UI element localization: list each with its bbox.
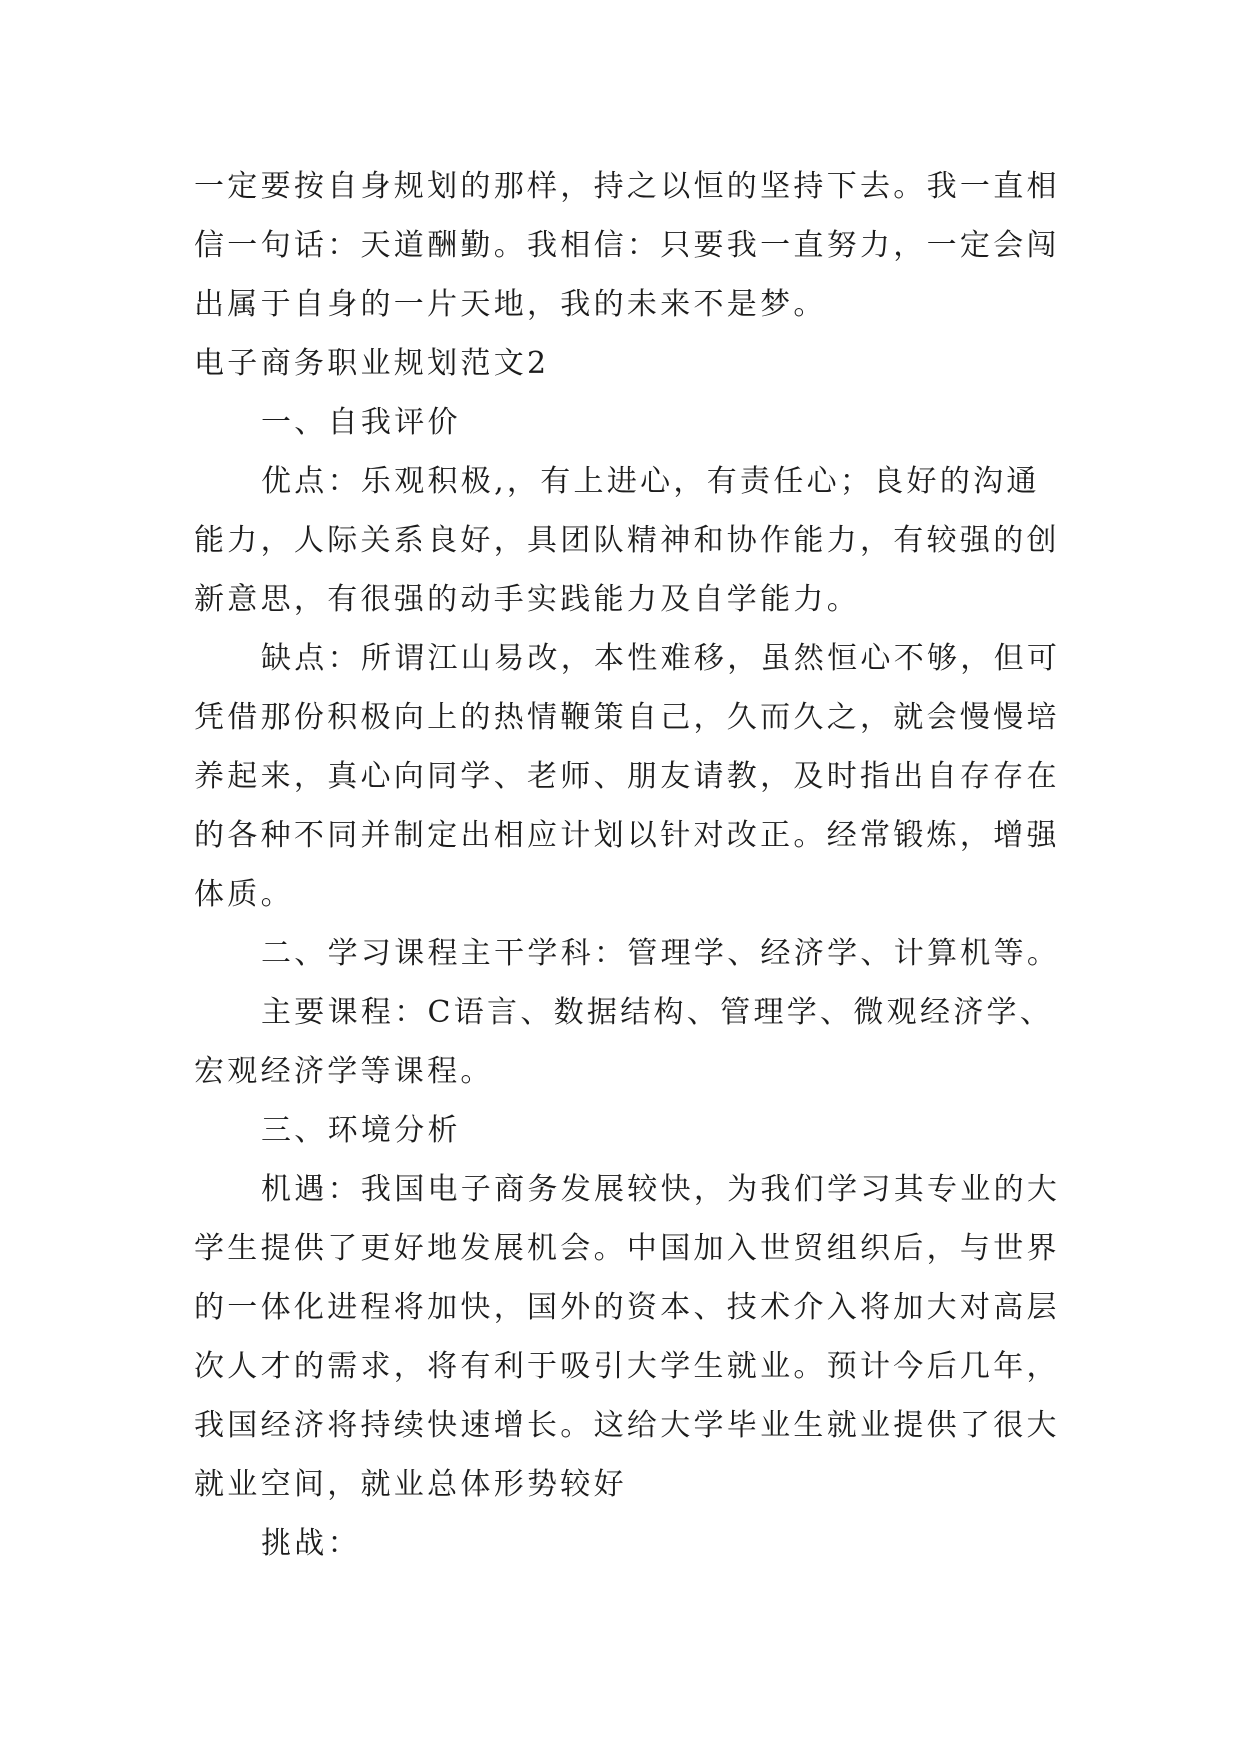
text-line: 体质。: [194, 877, 294, 912]
text-line: 出属于自身的一片天地，我的未来不是梦。: [194, 287, 827, 322]
text-line: 能力，人际关系良好，具团队精神和协作能力，有较强的创: [194, 523, 1060, 558]
text-line: 的各种不同并制定出相应计划以针对改正。经常锻炼，增强: [194, 818, 1060, 853]
text-line: 就业空间，就业总体形势较好: [194, 1467, 627, 1502]
text-line: 信一句话：天道酬勤。我相信：只要我一直努力，一定会闯: [194, 228, 1060, 263]
heading-environment-analysis: 三、环境分析: [261, 1113, 461, 1148]
section-title: 电子商务职业规划范文2: [194, 346, 550, 381]
text-line: 一定要按自身规划的那样，持之以恒的坚持下去。我一直相: [194, 169, 1060, 204]
text-line: 新意思，有很强的动手实践能力及自学能力。: [194, 582, 860, 617]
text-line: 我国经济将持续快速增长。这给大学毕业生就业提供了很大: [194, 1408, 1060, 1443]
text-line: 凭借那份积极向上的热情鞭策自己，久而久之，就会慢慢培: [194, 700, 1060, 735]
document-body: [194, 157, 1094, 1573]
heading-courses: 二、学习课程主干学科：管理学、经济学、计算机等。: [261, 936, 1061, 971]
text-line: 养起来，真心向同学、老师、朋友请教，及时指出自存存在: [194, 759, 1060, 794]
text-line: 宏观经济学等课程。: [194, 1054, 494, 1089]
text-line: 机遇：我国电子商务发展较快，为我们学习其专业的大: [261, 1172, 1061, 1207]
text-line: 的一体化进程将加快，国外的资本、技术介入将加大对高层: [194, 1290, 1060, 1325]
text-line: 缺点：所谓江山易改，本性难移，虽然恒心不够，但可: [261, 641, 1061, 676]
text-line: 学生提供了更好地发展机会。中国加入世贸组织后，与世界: [194, 1231, 1060, 1266]
text-line: 优点：乐观积极,，有上进心，有责任心；良好的沟通: [261, 464, 1040, 499]
text-line: 主要课程：C语言、数据结构、管理学、微观经济学、: [261, 995, 1054, 1030]
heading-self-evaluation: 一、自我评价: [261, 405, 461, 440]
text-line: 次人才的需求，将有利于吸引大学生就业。预计今后几年，: [194, 1349, 1060, 1384]
text-line: 挑战：: [261, 1526, 361, 1561]
